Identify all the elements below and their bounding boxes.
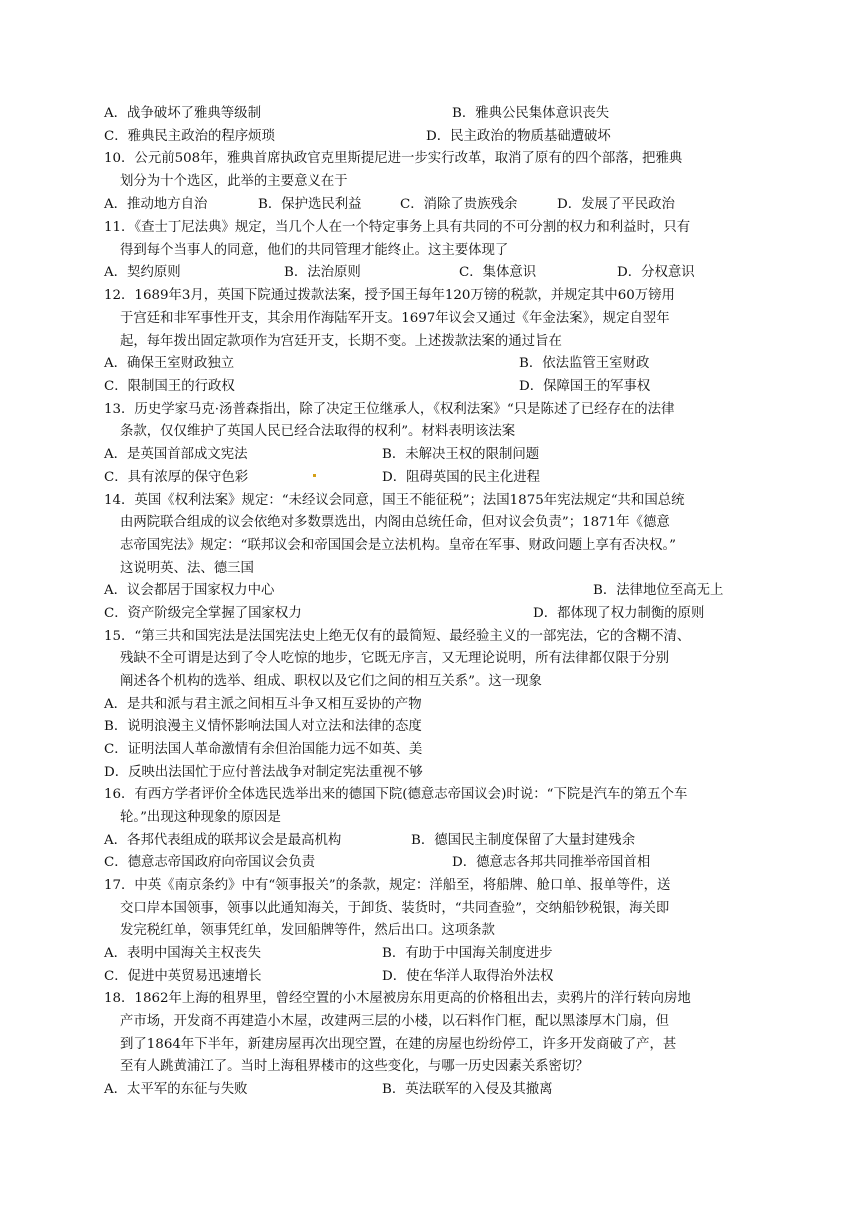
- q17-stem-line-2: 交口岸本国领事，领事以此通知海关，于卸货、装货时，“共同查验”，交纳船钞税银，海关即: [120, 901, 670, 916]
- q15-stem-line-1: 15．“第三共和国宪法是法国宪法史上绝无仅有的最简短、最经验主义的一部宪法，它的含糊不清、: [104, 629, 691, 644]
- q13-stem-line-1: 13．历史学家马克·汤普森指出，除了决定王位继承人，《权利法案》“只是陈述了已经存在的法律: [104, 402, 675, 417]
- q12-option-c: C．限制国王的行政权: [104, 379, 235, 394]
- q14-option-a: A．议会都居于国家权力中心: [104, 583, 275, 598]
- q15-option-a: A．是共和派与君主派之间相互斗争又相互妥协的产物: [104, 697, 422, 712]
- q12-option-b: B．依法监管王室财政: [519, 356, 650, 371]
- q10-stem-line-2: 划分为十个选区，此举的主要意义在于: [120, 174, 348, 189]
- q16-option-c: C．德意志帝国政府向帝国议会负责: [104, 855, 316, 870]
- q11-option-c: C．集体意识: [459, 265, 537, 280]
- q13-option-b: B．未解决王权的限制问题: [382, 447, 540, 462]
- q12-stem-line-2: 于宫廷和非军事性开支，其余用作海陆军开支。1697年议会又通过《年金法案》，规定自翌年: [120, 311, 670, 326]
- q9-option-c: C．雅典民主政治的程序烦琐: [104, 129, 275, 144]
- q15-stem-line-2: 残缺不全可谓是达到了令人吃惊的地步，它既无序言，又无理论说明，所有法律都仅限于分别: [120, 651, 670, 666]
- q14-stem-line-1: 14．英国《权利法案》规定：“未经议会同意，国王不能征税”；法国1875年宪法规定“共和国总统: [104, 493, 685, 508]
- q18-stem-line-4: 至有人跳黄浦江了。当时上海租界楼市的这些变化，与哪一历史因素关系密切？: [120, 1059, 589, 1074]
- q17-stem-line-1: 17．中英《南京条约》中有“领事报关”的条款，规定：洋船至，将船牌、舱口单、报单等件，送: [104, 878, 671, 893]
- q17-option-a: A．表明中国海关主权丧失: [104, 946, 261, 961]
- q10-option-a: A．推动地方自治: [104, 197, 208, 212]
- q9-option-b: B．雅典公民集体意识丧失: [452, 106, 610, 121]
- q11-stem-line-1: 11．《查士丁尼法典》规定，当几个人在一个特定事务上具有共同的不可分割的权力和利益时，只有: [104, 220, 691, 235]
- q12-stem-line-1: 12．1689年3月，英国下院通过拨款法案，授予国王每年120万镑的税款，并规定其中60万镑用: [104, 288, 675, 303]
- stray-mark: [313, 474, 316, 477]
- q14-stem-line-3: 志帝国宪法》规定：“联邦议会和帝国国会是立法机构。皇帝在军事、财政问题上享有否决权。”: [120, 538, 677, 553]
- q10-option-d: D．发展了平民政治: [557, 197, 675, 212]
- q18-stem-line-3: 到了1864年下半年，新建房屋再次出现空置，在建的房屋也纷纷停工，许多开发商破了产，甚: [120, 1037, 677, 1052]
- q11-option-d: D．分权意识: [617, 265, 695, 280]
- q10-option-c: C．消除了贵族残余: [400, 197, 518, 212]
- q16-option-b: B．德国民主制度保留了大量封建残余: [411, 833, 636, 848]
- q18-stem-line-2: 产市场，开发商不再建造小木屋，改建两三层的小楼，以石料作门框，配以黑漆厚木门扇，但: [120, 1014, 670, 1029]
- q13-option-d: D．阻碍英国的民主化进程: [382, 470, 541, 485]
- q16-option-a: A．各邦代表组成的联邦议会是最高机构: [104, 833, 342, 848]
- q14-stem-line-4: 这说明英、法、德三国: [120, 561, 254, 576]
- q13-stem-line-2: 条款，仅仅维护了英国人民已经合法取得的权利”。材料表明该法案: [120, 424, 516, 439]
- q10-option-b: B．保护选民利益: [258, 197, 362, 212]
- q13-option-c: C．具有浓厚的保守色彩: [104, 470, 249, 485]
- q12-option-d: D．保障国王的军事权: [519, 379, 651, 394]
- q11-option-b: B．法治原则: [284, 265, 361, 280]
- q18-option-b: B．英法联军的入侵及其撤离: [382, 1082, 553, 1097]
- q18-stem-line-1: 18．1862年上海的租界里，曾经空置的小木屋被房东用更高的价格租出去，卖鸦片的洋行转向房地: [104, 991, 691, 1006]
- q17-option-b: B．有助于中国海关制度进步: [382, 946, 553, 961]
- q15-option-b: B．说明浪漫主义情怀影响法国人对立法和法律的态度: [104, 719, 422, 734]
- q15-option-d: D．反映出法国忙于应付普法战争对制定宪法重视不够: [104, 765, 423, 780]
- q17-stem-line-3: 发完税红单，领事凭红单，发回船牌等件，然后出口。这项条款: [120, 923, 495, 938]
- q15-stem-line-3: 阐述各个机构的选举、组成、职权以及它们之间的相互关系”。这一现象: [120, 674, 542, 689]
- q16-option-d: D．德意志各邦共同推举帝国首相: [452, 855, 651, 870]
- q11-stem-line-2: 得到每个当事人的同意，他们的共同管理才能终止。这主要体现了: [120, 243, 509, 258]
- q16-stem-line-2: 轮。”出现这种现象的原因是: [120, 810, 281, 825]
- q14-stem-line-2: 由两院联合组成的议会依绝对多数票选出，内阁由总统任命，但对议会负责”；1871年《德意: [120, 515, 670, 530]
- q17-option-d: D．使在华洋人取得治外法权: [382, 969, 554, 984]
- q15-option-c: C．证明法国人革命激情有余但治国能力远不如英、美: [104, 742, 423, 757]
- q11-option-a: A．契约原则: [104, 265, 181, 280]
- q9-option-a: A．战争破坏了雅典等级制: [104, 106, 261, 121]
- q12-option-a: A．确保王室财政独立: [104, 356, 235, 371]
- q17-option-c: C．促进中英贸易迅速增长: [104, 969, 262, 984]
- q10-stem-line-1: 10．公元前508年，雅典首席执政官克里斯提尼进一步实行改革，取消了原有的四个部落，把雅典: [104, 151, 683, 166]
- q18-option-a: A．太平军的东征与失败: [104, 1082, 248, 1097]
- q13-option-a: A．是英国首部成文宪法: [104, 447, 248, 462]
- q14-option-b: B．法律地位至高无上: [593, 583, 724, 598]
- q9-option-d: D．民主政治的物质基础遭破坏: [426, 129, 611, 144]
- q14-option-d: D．都体现了权力制衡的原则: [533, 606, 705, 621]
- q16-stem-line-1: 16．有西方学者评价全体选民选举出来的德国下院(德意志帝国议会)时说：“下院是汽车的第五个车: [104, 787, 688, 802]
- q14-option-c: C．资产阶级完全掌握了国家权力: [104, 606, 302, 621]
- q12-stem-line-3: 起，每年拨出固定款项作为宫廷开支，长期不变。上述拨款法案的通过旨在: [120, 334, 562, 349]
